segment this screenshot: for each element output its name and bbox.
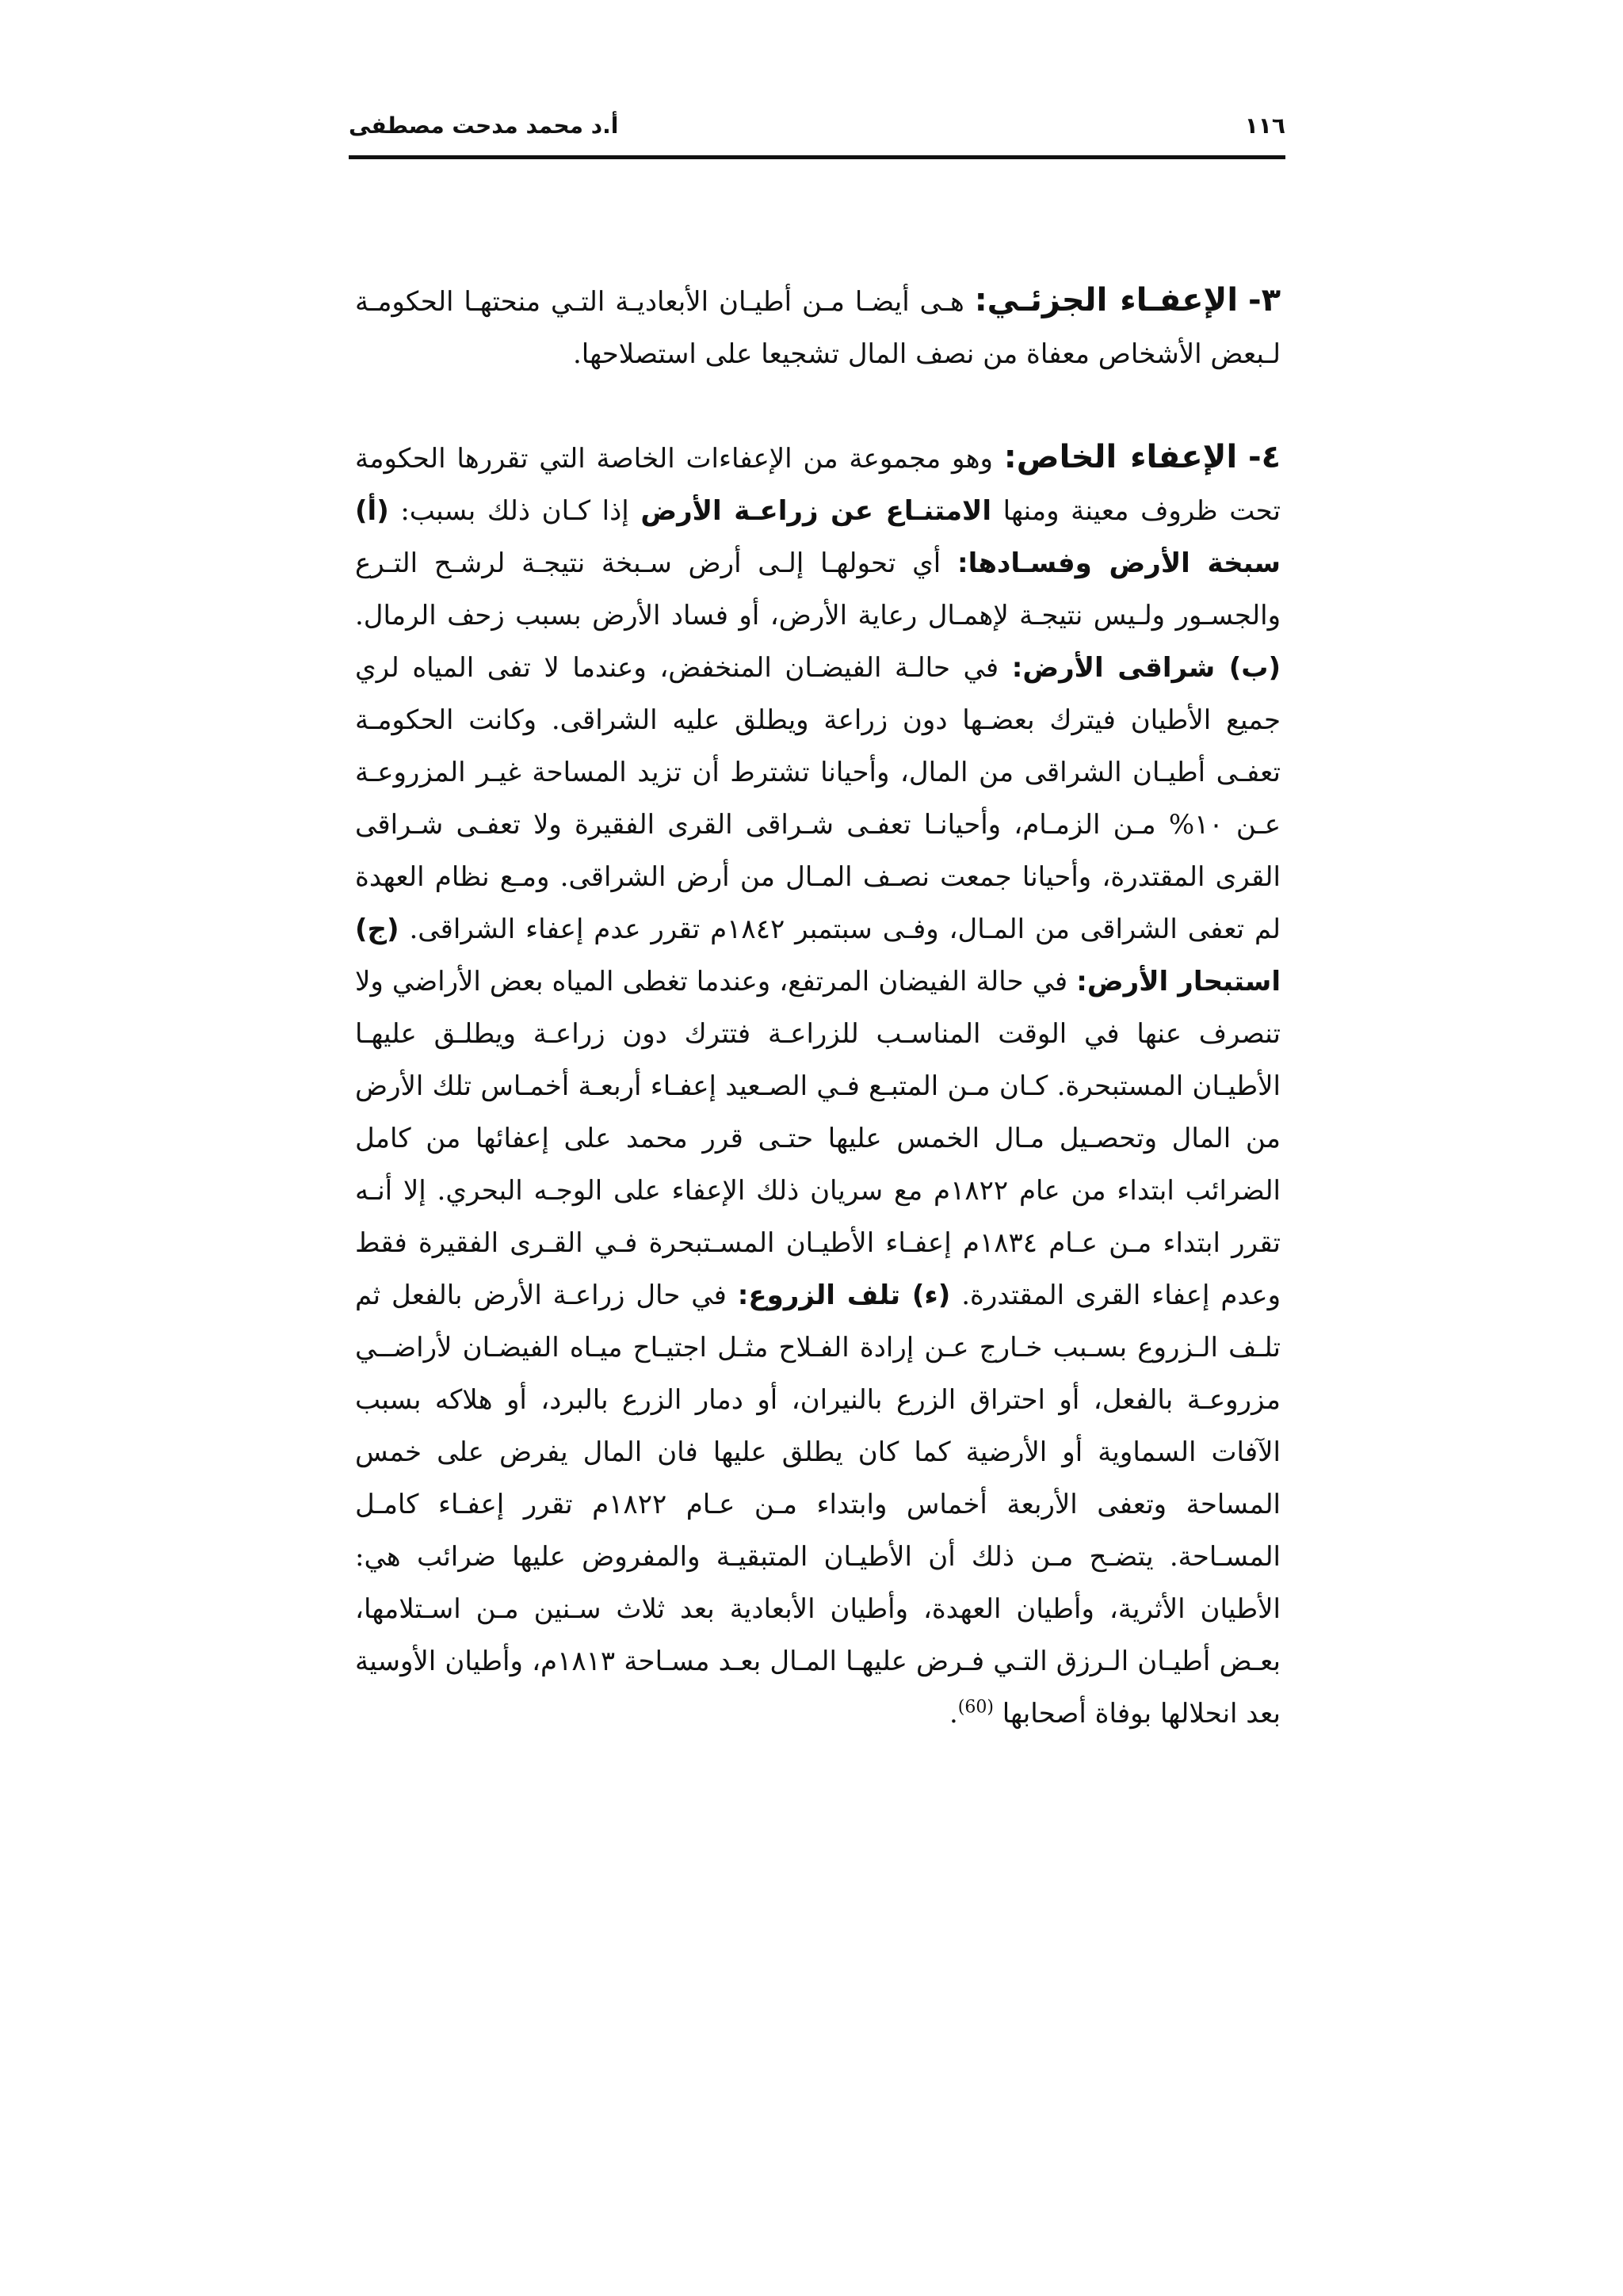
section-number: ٤-: [1247, 439, 1281, 475]
page-number: ١١٦: [1244, 112, 1285, 139]
section-number: ٣-: [1247, 282, 1281, 318]
footnote-reference[interactable]: (60): [957, 1697, 994, 1718]
paragraph-text: أي تحولهـا إلـى أرض سـبخة نتيجـة لرشـح التـرع والجسـور ولـيس نتيجـة لإهمـال رعاية الأرض، أو فساد الأرض بسبب زحف الرمال.: [355, 547, 1281, 631]
paragraph-end: .: [949, 1698, 958, 1730]
bold-phrase: الامتنـاع عن زراعـة الأرض: [640, 495, 991, 527]
paragraph-text: في حالـة الفيضـان المنخفض، وعندما لا تفى المياه لري جميع الأطيان فيترك بعضـها دون زراعة ويطلق عليه الشراقى. وكانت الحكومـة تعفـى أطيـان الشراقى من المال، وأحيانا تشترط أن تزيد المساحة غيـر المزروعـة عـن ١٠% مـن الزمـام، وأحيانـا تعفـى شـراقى القرى الفقيرة ولا تعفـى شـراقى القرى المقتدرة، وأحيانا جمعت نصـف المـال من أرض الشراقى. ومـع نظام العهدة لم تعفى الشراقى من المـال، وفـى سبتمبر ١٨٤٢م تقرر عدم إعفاء الشراقى.: [355, 652, 1281, 945]
bold-phrase: (ب) شراقى الأرض:: [1011, 652, 1281, 684]
paragraph-text: إذا كـان ذلك بسبب:: [388, 495, 641, 527]
paragraph-partial-exemption: [355, 274, 1281, 380]
paragraph-text: وهو مجموعة من الإعفاءات الخاصة التي تقررها الحكومة تحت ظروف معينة ومنها: [355, 443, 1281, 527]
paragraph-text: في حالة الفيضان المرتفع، وعندما تغطى المياه بعض الأراضي ولا تنصرف عنها في الوقت المناسـب للزراعـة فتترك دون زراعـة ويطلـق عليهـا الأطيـان المستبحرة. كـان مـن المتبـع فـي الصـعيد إعفـاء أربعـة أخمـاس تلك الأرض من المال وتحصـيل مـال الخمس عليها حتـى قرر محمد على إعفائها من كامل الضرائب ابتداء من عام ١٨٢٢م مع سريان ذلك الإعفاء على الوجـه البحري. إلا أنـه تقرر ابتداء مـن عـام ١٨٣٤م إعفـاء الأطيـان المسـتبحرة فـي القـرى الفقيرة فقط وعدم إعفاء القرى المقتدرة.: [355, 966, 1281, 1311]
paragraph-special-exemption: [355, 431, 1281, 1740]
bold-phrase: (ج) استبحار الأرض:: [355, 913, 1281, 997]
bold-phrase: (ء) تلف الزروع:: [737, 1280, 951, 1311]
running-header: [349, 101, 1285, 149]
section-title: الإعفاء الخاص:: [1003, 439, 1238, 475]
header-rule: [349, 155, 1285, 159]
paragraph-text: في حال زراعـة الأرض بالفعل ثم تلـف الـزروع بسـبب خـارج عـن إرادة الفـلاح مثـل اجتيـاح ميـاه الفيضـان لأراضــي مزروعـة بالفعل، أو احتراق الزرع بالنيران، أو دمار الزرع بالبرد، أو هلاكه بسبب الآفات السماوية أو الأرضية كما كان يطلق عليها فان المال يفرض على خمس المساحة وتعفى الأربعة أخماس وابتداء مـن عـام ١٨٢٢م تقرر إعفـاء كامـل المسـاحة. يتضـح مـن ذلك أن الأطيـان المتبقيـة والمفروض عليها ضرائب هي: الأطيان الأثرية، وأطيان العهدة، وأطيان الأبعادية بعد ثلاث سـنين مـن اسـتلامها، بعـض أطيـان الـرزق التـي فـرض عليهـا المـال بعـد مسـاحة ١٨١٣م، وأطيان الأوسية بعد انحلالها بوفاة أصحابها: [355, 1280, 1281, 1730]
bold-phrase: (أ) سبخة الأرض وفسـادها:: [355, 495, 1281, 579]
section-title: الإعفـاء الجزئـي:: [974, 282, 1239, 318]
author-name: أ.د محمد مدحت مصطفى: [349, 112, 619, 139]
paragraph-text: هـى أيضـا مـن أطيـان الأبعاديـة التـي منحتهـا الحكومـة لـبعض الأشخاص معفاة من نصف المال تشجيعا على استصلاحها.: [355, 286, 1281, 370]
